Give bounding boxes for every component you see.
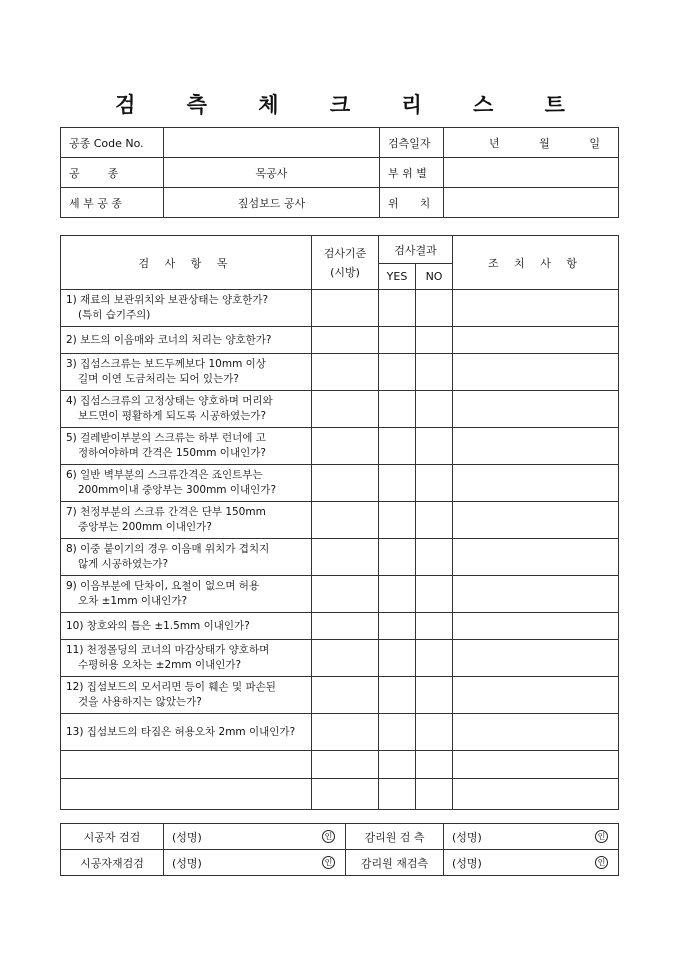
check-item-text (61, 640, 312, 677)
standard-cell[interactable] (312, 714, 379, 751)
signature-row-2 (61, 850, 619, 876)
action-cell[interactable] (453, 779, 619, 810)
standard-cell[interactable] (312, 677, 379, 714)
no-cell[interactable] (416, 327, 453, 354)
name-placeholder: (성명) (452, 830, 482, 844)
check-item-text (61, 290, 312, 327)
standard-cell[interactable] (312, 613, 379, 640)
date-day-label: 일 (589, 136, 600, 150)
no-cell[interactable] (416, 677, 453, 714)
seal-icon: 인 (322, 856, 335, 869)
check-item-text (61, 751, 312, 779)
no-cell[interactable] (416, 576, 453, 613)
col-standard-line2: (시방) (330, 265, 360, 279)
check-item-line2: 것을 사용하지는 않았는가? (78, 696, 202, 708)
col-no-header: NO (416, 264, 453, 290)
check-item-line1: 3) 집섬스크류는 보드두께보다 10mm 이상 (66, 358, 266, 370)
check-item-line2: 길며 이연 도금처리는 되어 있는가? (78, 373, 239, 385)
yes-cell[interactable] (379, 576, 416, 613)
yes-cell[interactable] (379, 640, 416, 677)
location-value[interactable] (444, 188, 619, 218)
standard-cell[interactable] (312, 576, 379, 613)
supervisor-reinspect-label: 감리원 재검측 (346, 850, 444, 876)
no-cell[interactable] (416, 354, 453, 391)
check-item-text (61, 502, 312, 539)
no-cell[interactable] (416, 714, 453, 751)
action-cell[interactable] (453, 391, 619, 428)
check-item-text (61, 677, 312, 714)
supervisor-inspect-name-field[interactable] (444, 824, 619, 850)
action-cell[interactable] (453, 576, 619, 613)
check-item-line1: 12) 집섬보드의 모서리면 등이 훼손 및 파손된 (66, 681, 276, 693)
work-code-value[interactable] (164, 128, 380, 158)
check-item-text (61, 714, 312, 751)
checklist-empty-row (61, 751, 619, 779)
no-cell[interactable] (416, 640, 453, 677)
check-item-line1: 7) 천정부분의 스크류 간격은 단부 150mm (66, 506, 266, 518)
check-item-text (61, 539, 312, 576)
check-item-line1: 8) 이중 붙이기의 경우 이음매 위치가 겹치지 (66, 543, 270, 555)
checklist-table (60, 235, 619, 810)
checklist-head-row (61, 236, 619, 264)
checklist-row (61, 354, 619, 391)
standard-cell[interactable] (312, 428, 379, 465)
yes-cell[interactable] (379, 391, 416, 428)
signature-row-1 (61, 824, 619, 850)
action-cell[interactable] (453, 354, 619, 391)
check-item-text (61, 428, 312, 465)
checklist-row (61, 613, 619, 640)
contractor-inspect-label: 시공자 검검 (61, 824, 164, 850)
action-cell[interactable] (453, 613, 619, 640)
checklist-row (61, 290, 619, 327)
check-item-text (61, 354, 312, 391)
checklist-row (61, 502, 619, 539)
header-table (60, 127, 619, 218)
no-cell[interactable] (416, 391, 453, 428)
no-cell[interactable] (416, 428, 453, 465)
check-item-line1: 2) 보드의 이음매와 코너의 처리는 양호한가? (66, 333, 272, 346)
inspect-date-label: 검측일자 (380, 128, 444, 158)
yes-cell[interactable] (379, 465, 416, 502)
no-cell[interactable] (416, 751, 453, 779)
check-item-line2: 200mm이내 중앙부는 300mm 이내인가? (78, 484, 277, 496)
action-cell[interactable] (453, 640, 619, 677)
checklist-row (61, 714, 619, 751)
header-row-worktype (61, 158, 619, 188)
check-item-line1: 6) 일반 벽부분의 스크류간격은 죠인트부는 (66, 469, 263, 481)
col-result-header: 검사결과 (379, 236, 453, 264)
check-item-line1: 9) 이음부분에 단차이, 요철이 없으며 허용 (66, 580, 260, 592)
col-action-header: 조 치 사 항 (453, 236, 619, 290)
name-placeholder: (성명) (172, 856, 202, 870)
check-item-text (61, 779, 312, 810)
date-year-label: 년 (489, 136, 500, 150)
name-placeholder: (성명) (172, 830, 202, 844)
part-value[interactable] (444, 158, 619, 188)
yes-cell[interactable] (379, 327, 416, 354)
inspect-date-value[interactable] (444, 128, 619, 158)
standard-cell[interactable] (312, 640, 379, 677)
checklist-row (61, 576, 619, 613)
name-placeholder: (성명) (452, 856, 482, 870)
check-item-text (61, 465, 312, 502)
check-item-line2: 수평허용 오차는 ±2mm 이내인가? (78, 659, 242, 671)
check-item-line2: 정하여야하며 간격은 150mm 이내인가? (78, 447, 266, 459)
check-item-line1: 10) 창호와의 틈은 ±1.5mm 이내인가? (66, 619, 250, 632)
yes-cell[interactable] (379, 751, 416, 779)
standard-cell[interactable] (312, 539, 379, 576)
contractor-reinspect-label: 시공자재검검 (61, 850, 164, 876)
yes-cell[interactable] (379, 354, 416, 391)
no-cell[interactable] (416, 502, 453, 539)
page-title: 검 측 체 크 리 스 트 (115, 92, 587, 117)
check-item-text (61, 327, 312, 354)
checklist-empty-row (61, 779, 619, 810)
no-cell[interactable] (416, 290, 453, 327)
yes-cell[interactable] (379, 613, 416, 640)
seal-icon: 인 (322, 830, 335, 843)
col-standard-line1: 검사기준 (323, 246, 367, 260)
yes-cell[interactable] (379, 677, 416, 714)
action-cell[interactable] (453, 714, 619, 751)
checklist-row (61, 327, 619, 354)
supervisor-reinspect-name-field[interactable] (444, 850, 619, 876)
standard-cell[interactable] (312, 391, 379, 428)
work-type-label: 공 종 (61, 158, 164, 188)
checklist-row (61, 677, 619, 714)
action-cell[interactable] (453, 327, 619, 354)
check-item-line2: 오차 ±1mm 이내인가? (78, 595, 188, 607)
work-code-label: 공종 Code No. (61, 128, 164, 158)
action-cell[interactable] (453, 465, 619, 502)
no-cell[interactable] (416, 779, 453, 810)
header-row-subwork (61, 188, 619, 218)
no-cell[interactable] (416, 465, 453, 502)
col-standard-header (312, 236, 379, 290)
check-item-text (61, 391, 312, 428)
checklist-row (61, 428, 619, 465)
checklist-row (61, 465, 619, 502)
action-cell[interactable] (453, 677, 619, 714)
signature-table (60, 823, 619, 876)
yes-cell[interactable] (379, 428, 416, 465)
check-item-line2: (특히 습기주의) (78, 309, 151, 321)
check-item-line1: 1) 재료의 보관위치와 보관상태는 양호한가? (66, 294, 269, 306)
contractor-reinspect-name-field[interactable] (164, 850, 346, 876)
check-item-text (61, 576, 312, 613)
seal-icon: 인 (595, 856, 608, 869)
yes-cell[interactable] (379, 539, 416, 576)
check-item-line2: 않게 시공하였는가? (78, 558, 169, 570)
standard-cell[interactable] (312, 465, 379, 502)
standard-cell[interactable] (312, 290, 379, 327)
action-cell[interactable] (453, 751, 619, 779)
standard-cell[interactable] (312, 502, 379, 539)
sub-work-value[interactable]: 짚섬보드 공사 (164, 188, 380, 218)
checklist-row (61, 391, 619, 428)
check-item-line2: 보드면이 평활하게 되도록 시공하였는가? (78, 410, 267, 422)
yes-cell[interactable] (379, 779, 416, 810)
check-item-line1: 11) 천정몰딩의 코너의 마감상태가 양호하며 (66, 644, 270, 656)
check-item-line1: 13) 집섬보드의 타짐은 허용오차 2mm 이내인가? (66, 725, 296, 738)
standard-cell[interactable] (312, 327, 379, 354)
yes-cell[interactable] (379, 714, 416, 751)
col-item-header: 검 사 항 목 (61, 236, 312, 290)
sub-work-label: 세 부 공 종 (61, 188, 164, 218)
check-item-line1: 5) 걸레받이부분의 스크류는 하부 런너에 고 (66, 432, 266, 444)
action-cell[interactable] (453, 428, 619, 465)
checklist-row (61, 539, 619, 576)
action-cell[interactable] (453, 502, 619, 539)
work-type-value[interactable]: 목공사 (164, 158, 380, 188)
part-label: 부 위 별 (380, 158, 444, 188)
standard-cell[interactable] (312, 354, 379, 391)
action-cell[interactable] (453, 290, 619, 327)
header-row-code (61, 128, 619, 158)
checklist-row (61, 640, 619, 677)
yes-cell[interactable] (379, 290, 416, 327)
standard-cell[interactable] (312, 751, 379, 779)
check-item-line1: 4) 집섬스크류의 고정상태는 양호하며 머리와 (66, 395, 273, 407)
no-cell[interactable] (416, 539, 453, 576)
seal-icon: 인 (595, 830, 608, 843)
date-month-label: 월 (539, 136, 550, 150)
location-label: 위 치 (380, 188, 444, 218)
col-yes-header: YES (379, 264, 416, 290)
yes-cell[interactable] (379, 502, 416, 539)
check-item-line2: 중앙부는 200mm 이내인가? (78, 521, 212, 533)
no-cell[interactable] (416, 613, 453, 640)
check-item-text (61, 613, 312, 640)
supervisor-inspect-label: 감리원 검 측 (346, 824, 444, 850)
action-cell[interactable] (453, 539, 619, 576)
contractor-inspect-name-field[interactable] (164, 824, 346, 850)
standard-cell[interactable] (312, 779, 379, 810)
